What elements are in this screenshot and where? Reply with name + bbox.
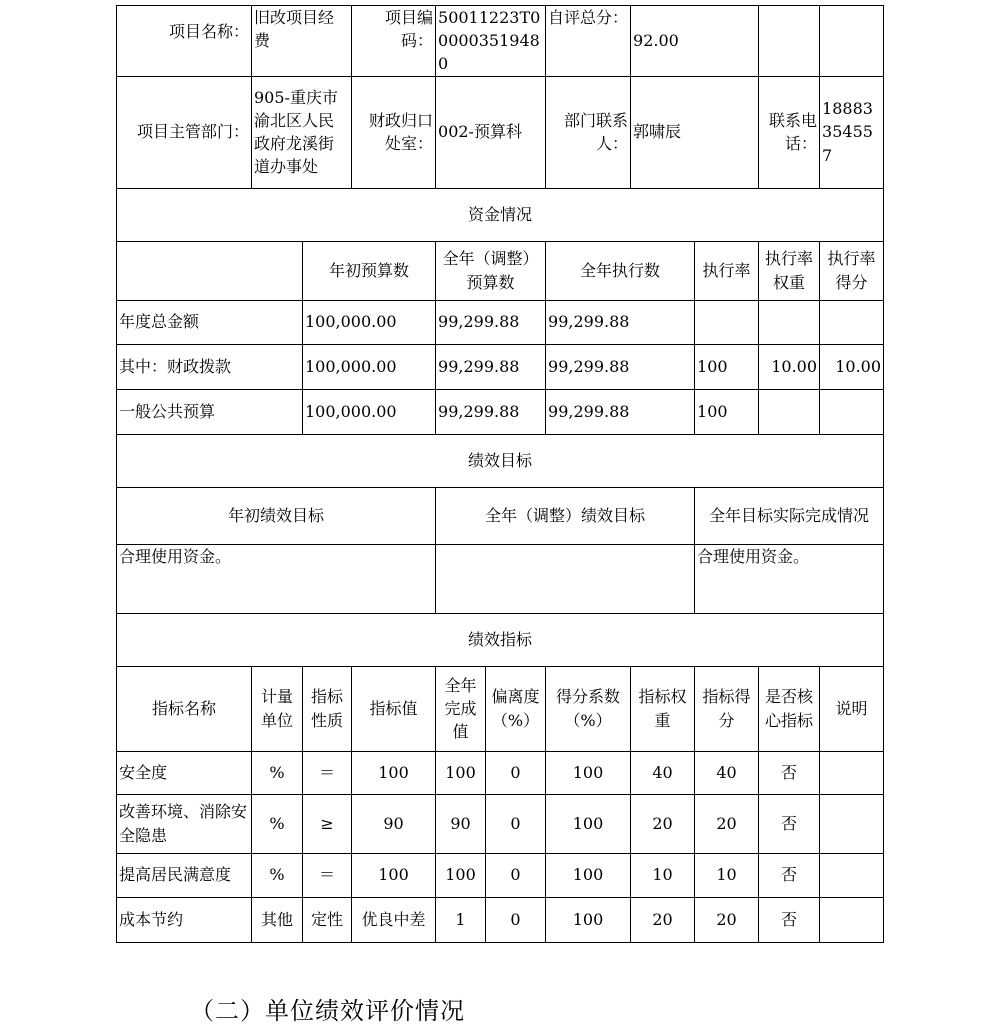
ind-name: 成本节约 [117,897,252,942]
ind-weight: 20 [631,794,695,853]
funds-rate-score [820,300,884,344]
ind-header-score: 指标得分 [695,666,759,751]
dept-label: 项目主管部门： [117,76,252,188]
empty-cell [820,6,884,77]
ind-header-name: 指标名称 [117,666,252,751]
funds-header-initial-budget: 年初预算数 [303,241,436,300]
project-code-label: 项目编码： [352,6,436,77]
project-name-label: 项目名称： [117,6,252,77]
ind-unit: 其他 [252,897,303,942]
ind-actual: 100 [436,853,486,897]
finance-office-value: 002-预算科 [436,76,546,188]
goals-adjusted-value [436,544,695,613]
funds-rate: 100 [695,344,759,389]
self-score-label: 自评总分： [546,6,631,77]
goals-header-actual: 全年目标实际完成情况 [695,487,884,544]
ind-nature: ＝ [303,853,352,897]
phone-label: 联系电话： [759,76,820,188]
ind-unit: % [252,751,303,794]
funds-header-rate: 执行率 [695,241,759,300]
funds-row [117,344,884,389]
funds-row-label: 一般公共预算 [117,389,303,434]
funds-rate: 100 [695,389,759,434]
ind-coefficient: 100 [546,794,631,853]
self-score-value: 92.00 [631,6,759,77]
funds-rate-weight: 10.00 [759,344,820,389]
project-info-row-2 [117,76,884,188]
ind-nature: 定性 [303,897,352,942]
dept-value: 905-重庆市渝北区人民政府龙溪街道办事处 [252,76,352,188]
ind-note [820,794,884,853]
funds-header-rate-score: 执行率得分 [820,241,884,300]
ind-deviation: 0 [486,794,546,853]
funds-rate-score: 10.00 [820,344,884,389]
ind-unit: % [252,794,303,853]
indicators-section-row [117,613,884,666]
goals-initial-value: 合理使用资金。 [117,544,436,613]
indicator-row [117,897,884,942]
project-code-value: 50011223T000003519480 [436,6,546,77]
funds-initial: 100,000.00 [303,344,436,389]
indicator-row [117,794,884,853]
ind-note [820,897,884,942]
funds-header-blank [117,241,303,300]
ind-actual: 90 [436,794,486,853]
ind-coefficient: 100 [546,751,631,794]
funds-rate-score [820,389,884,434]
goals-header-initial: 年初绩效目标 [117,487,436,544]
ind-target: 优良中差 [352,897,436,942]
ind-target: 100 [352,751,436,794]
ind-weight: 20 [631,897,695,942]
ind-score: 40 [695,751,759,794]
ind-deviation: 0 [486,897,546,942]
ind-header-unit: 计量单位 [252,666,303,751]
ind-unit: % [252,853,303,897]
funds-header-adjusted-budget: 全年（调整）预算数 [436,241,546,300]
ind-note [820,853,884,897]
section-heading: （二）单位绩效评价情况 [190,997,465,1025]
ind-header-target: 指标值 [352,666,436,751]
ind-nature: ＝ [303,751,352,794]
funds-header-row [117,241,884,300]
funds-row [117,389,884,434]
funds-section-row [117,188,884,241]
indicators-header-row [117,666,884,751]
finance-office-label: 财政归口处室： [352,76,436,188]
ind-header-weight: 指标权重 [631,666,695,751]
ind-score: 20 [695,897,759,942]
funds-rate-weight [759,389,820,434]
ind-weight: 40 [631,751,695,794]
funds-adjusted: 99,299.88 [436,389,546,434]
funds-rate-weight [759,300,820,344]
funds-row-label: 年度总金额 [117,300,303,344]
funds-rate [695,300,759,344]
goals-header-adjusted: 全年（调整）绩效目标 [436,487,695,544]
ind-header-actual: 全年完成值 [436,666,486,751]
ind-deviation: 0 [486,853,546,897]
indicator-row [117,853,884,897]
goals-header-row [117,487,884,544]
ind-header-nature: 指标性质 [303,666,352,751]
ind-header-deviation: 偏离度（%） [486,666,546,751]
ind-coefficient: 100 [546,853,631,897]
ind-coefficient: 100 [546,897,631,942]
funds-adjusted: 99,299.88 [436,300,546,344]
goals-section-title: 绩效目标 [117,434,884,487]
ind-score: 20 [695,794,759,853]
ind-actual: 100 [436,751,486,794]
ind-actual: 1 [436,897,486,942]
funds-row-label: 其中：财政拨款 [117,344,303,389]
funds-executed: 99,299.88 [546,344,695,389]
funds-adjusted: 99,299.88 [436,344,546,389]
ind-deviation: 0 [486,751,546,794]
funds-executed: 99,299.88 [546,389,695,434]
phone-value: 18883354557 [820,76,884,188]
project-name-value: 旧改项目经费 [252,6,352,77]
ind-header-core: 是否核心指标 [759,666,820,751]
contact-label: 部门联系人： [546,76,631,188]
project-info-row-1 [117,6,884,77]
funds-header-executed: 全年执行数 [546,241,695,300]
ind-name: 安全度 [117,751,252,794]
ind-header-note: 说明 [820,666,884,751]
ind-name: 提高居民满意度 [117,853,252,897]
indicator-row [117,751,884,794]
ind-target: 90 [352,794,436,853]
funds-header-rate-weight: 执行率权重 [759,241,820,300]
empty-cell [759,6,820,77]
ind-note [820,751,884,794]
ind-weight: 10 [631,853,695,897]
indicators-section-title: 绩效指标 [117,613,884,666]
ind-header-coefficient: 得分系数（%） [546,666,631,751]
funds-executed: 99,299.88 [546,300,695,344]
ind-nature: ≥ [303,794,352,853]
ind-core: 否 [759,897,820,942]
ind-core: 否 [759,751,820,794]
goals-section-row [117,434,884,487]
ind-core: 否 [759,794,820,853]
goals-actual-value: 合理使用资金。 [695,544,884,613]
funds-row [117,300,884,344]
goals-value-row [117,544,884,613]
ind-target: 100 [352,853,436,897]
funds-initial: 100,000.00 [303,300,436,344]
contact-value: 郭啸辰 [631,76,759,188]
ind-score: 10 [695,853,759,897]
funds-section-title: 资金情况 [117,188,884,241]
ind-core: 否 [759,853,820,897]
ind-name: 改善环境、消除安全隐患 [117,794,252,853]
funds-initial: 100,000.00 [303,389,436,434]
performance-evaluation-table [116,5,884,943]
